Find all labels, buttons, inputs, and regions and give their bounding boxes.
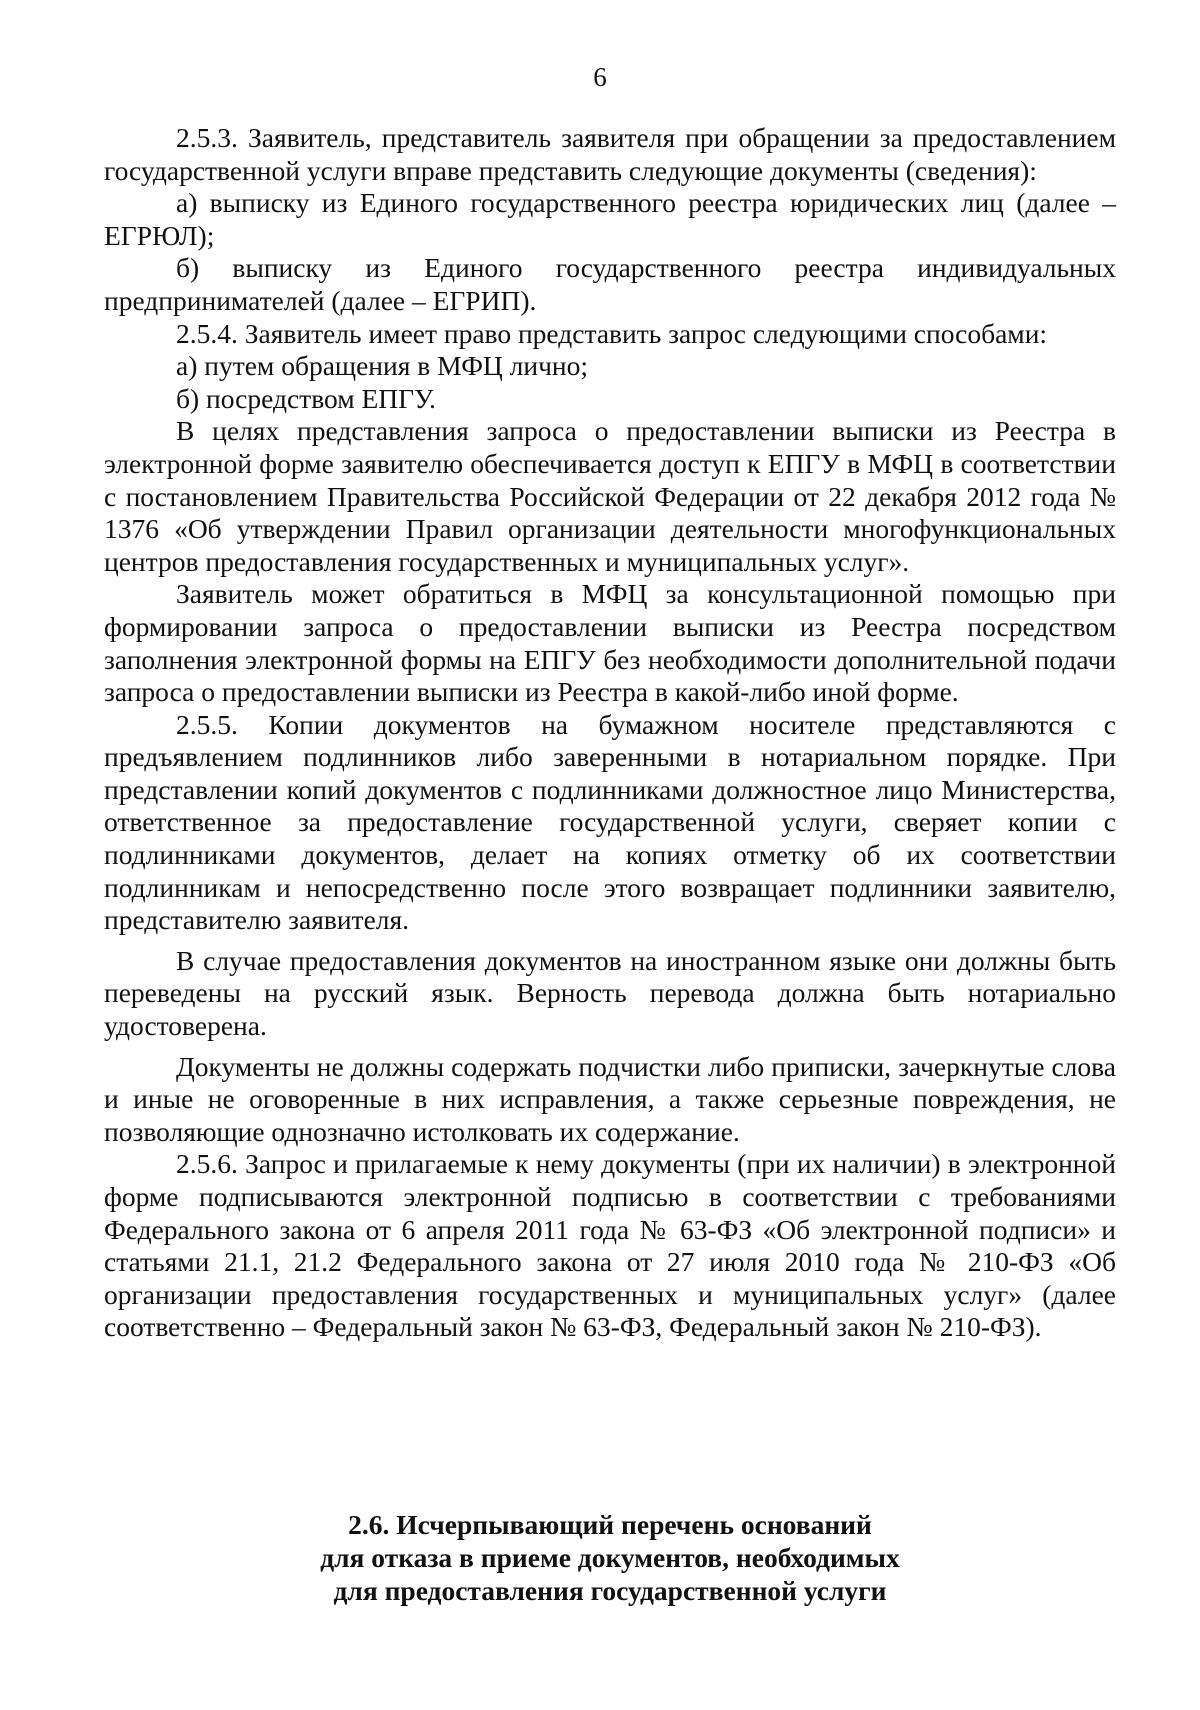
section-heading-2-6	[104, 1508, 1116, 1607]
page-number: 6	[593, 62, 607, 92]
paragraph-mfc-consultation: Заявитель может обратиться в МФЦ за консультационной помощью при формировании запроса о предоставлении выписки из Реестра посредством заполнения электронной формы на ЕПГУ без необходимости дополнительной подачи запроса о предоставлении выписки из Реестра в какой-либо иной форме.	[104, 578, 1116, 708]
paragraph-2-5-3: 2.5.3. Заявитель, представитель заявителя при обращении за предоставлением государственной услуги вправе представить следующие документы (сведения):	[104, 122, 1116, 186]
paragraph-foreign-language: В случае предоставления документов на иностранном языке они должны быть переведены на русский язык. Верность перевода должна быть нотариально удостоверена.	[104, 944, 1116, 1042]
section-heading-line-1: 2.6. Исчерпывающий перечень оснований	[348, 1509, 872, 1540]
paragraph-item-a-egrul: а) выписку из Единого государственного реестра юридических лиц (далее – ЕГРЮЛ);	[104, 187, 1116, 251]
paragraph-2-5-6: 2.5.6. Запрос и прилагаемые к нему документы (при их наличии) в электронной форме подписываются электронной подписью в соответствии с требованиями Федерального закона от 6 апреля 2011 года № 63-ФЗ «Об электронной подписи» и статьями 21.1, 21.2 Федерального закона от 27 июля 2010 года № 210-ФЗ «Об организации предоставления государственных и муниципальных услуг» (далее соответственно – Федеральный закон № 63-ФЗ, Федеральный закон № 210-ФЗ).	[104, 1148, 1116, 1343]
paragraph-item-b-egrip: б) выписку из Единого государственного реестра индивидуальных предпринимателей (далее – ЕГРИП).	[104, 252, 1116, 316]
section-heading-line-3: для предоставления государственной услуги	[333, 1575, 887, 1606]
document-body	[104, 122, 1116, 1344]
section-heading-line-2: для отказа в приеме документов, необходимых	[320, 1542, 900, 1573]
paragraph-2-5-4: 2.5.4. Заявитель имеет право представить запрос следующими способами:	[176, 317, 1048, 349]
paragraph-epgu-access: В целях представления запроса о предоставлении выписки из Реестра в электронной форме заявителю обеспечивается доступ к ЕПГУ в МФЦ в соответствии с постановлением Правительства Российской Федерации от 22 декабря 2012 года № 1376 «Об утверждении Правил организации деятельности многофункциональных центров предоставления государственных и муниципальных услуг».	[104, 415, 1116, 577]
paragraph-2-5-5: 2.5.5. Копии документов на бумажном носителе представляются с предъявлением подлинников либо заверенными в нотариальном порядке. При представлении копий документов с подлинниками должностное лицо Министерства, ответственное за предоставление государственной услуги, сверяет копии с подлинниками документов, делает на копиях отметку об их соответствии подлинникам и непосредственно после этого возвращает подлинники заявителю, представителю заявителя.	[104, 708, 1116, 936]
paragraph-item-a-mfc: а) путем обращения в МФЦ лично;	[176, 350, 589, 382]
paragraph-document-requirements: Документы не должны содержать подчистки либо приписки, зачеркнутые слова и иные не оговоренные в них исправления, а также серьезные повреждения, не позволяющие однозначно истолковать их содержание.	[104, 1050, 1116, 1147]
paragraph-item-b-epgu: б) посредством ЕПГУ.	[176, 382, 436, 414]
